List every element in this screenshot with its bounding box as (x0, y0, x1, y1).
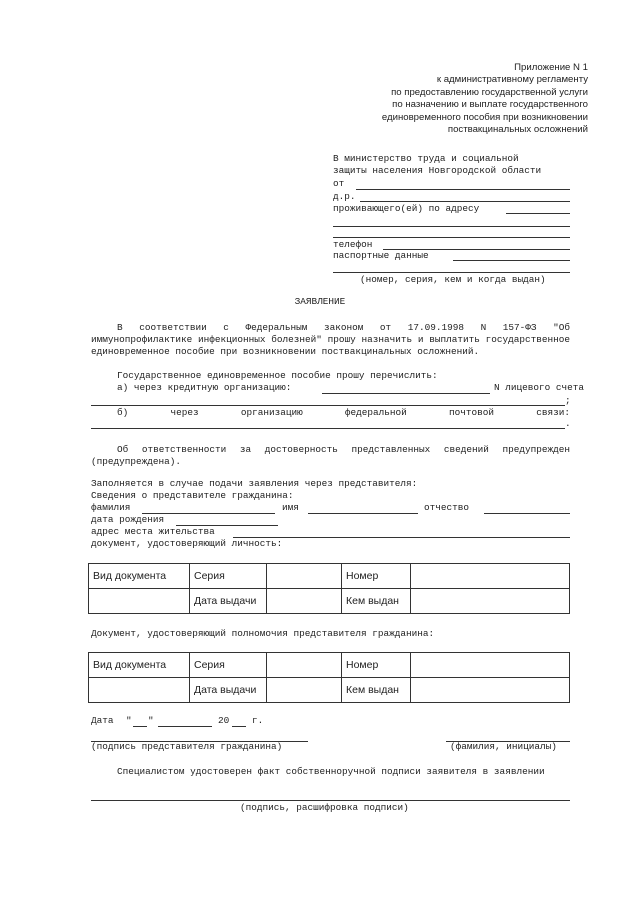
responsibility-paragraph: Об ответственности за достоверность представленных сведений предупрежден (предупреждена). (91, 444, 570, 467)
name-field[interactable] (308, 513, 418, 514)
addressee-to-1: В министерство труда и социальной (333, 153, 519, 164)
representative-intro: Заполняется в случае подачи заявления через представителя: (91, 478, 418, 489)
doc-type-header: Вид документа (89, 653, 190, 678)
residing-label: проживающего(ей) по адресу (333, 203, 480, 214)
series-value-cell[interactable] (267, 564, 342, 589)
patronymic-field[interactable] (484, 513, 570, 514)
option-a-label: а) через кредитную организацию: (117, 382, 292, 393)
dob-field[interactable] (360, 201, 570, 202)
rep-id-doc-label: документ, удостоверяющий личность: (91, 538, 283, 549)
rep-dob-label: дата рождения (91, 514, 165, 525)
doc-type-value-cell[interactable] (89, 678, 190, 703)
bank-field[interactable] (322, 393, 490, 394)
account-field[interactable] (91, 405, 565, 406)
date-year-field[interactable] (232, 726, 246, 727)
option-b-label: б) через организацию федеральной почтовой связи: (117, 407, 570, 418)
post-period: . (565, 418, 571, 429)
series-header: Серия (190, 653, 267, 678)
series-value-cell[interactable] (267, 653, 342, 678)
transfer-label: Государственное единовременное пособие прошу перечислить: (117, 370, 438, 381)
number-value-cell[interactable] (411, 653, 570, 678)
passport-field[interactable] (453, 260, 570, 261)
representative-info: Сведения о представителе гражданина: (91, 490, 294, 501)
issue-date-header: Дата выдачи (190, 589, 267, 614)
option-a-account-label: N лицевого счета (494, 382, 585, 393)
page-title: ЗАЯВЛЕНИЕ (294, 296, 346, 307)
appendix-line-1: Приложение N 1 (514, 62, 588, 73)
from-field[interactable] (356, 189, 570, 190)
doc-type-header: Вид документа (89, 564, 190, 589)
table-row (89, 589, 570, 614)
addressee-to-2: защиты населения Новгородской области (333, 165, 542, 176)
address-line-1[interactable] (333, 226, 570, 227)
rep-address-label: адрес места жительства (91, 526, 215, 537)
number-value-cell[interactable] (411, 564, 570, 589)
issued-by-value-cell[interactable] (411, 678, 570, 703)
id-document-table (88, 563, 570, 614)
address-line-2[interactable] (333, 237, 570, 238)
passport-line-2[interactable] (333, 272, 570, 273)
name-initials-hint: (фамилия, инициалы) (450, 741, 557, 752)
patronymic-label: отчество (424, 502, 470, 513)
issued-by-value-cell[interactable] (411, 589, 570, 614)
rep-address-field[interactable] (233, 537, 570, 538)
specialist-signature-hint: (подпись, расшифровка подписи) (240, 802, 409, 813)
passport-hint: (номер, серия, кем и когда выдан) (360, 274, 546, 285)
date-quote-open: " (126, 715, 132, 726)
issued-by-header: Кем выдан (342, 678, 411, 703)
date-year-prefix: 20 (218, 715, 230, 726)
phone-label: телефон (333, 239, 373, 250)
date-year-suffix: г. (252, 715, 264, 726)
appendix-line-5: единовременного пособия при возникновении (381, 111, 588, 123)
date-day-field[interactable] (133, 726, 147, 727)
account-semicolon: ; (565, 395, 571, 406)
specialist-statement: Специалистом удостоверен факт собственноручной подписи заявителя в заявлении (117, 766, 545, 777)
doc-type-value-cell[interactable] (89, 589, 190, 614)
series-header: Серия (190, 564, 267, 589)
issue-date-value-cell[interactable] (267, 678, 342, 703)
authority-doc-label: Документ, удостоверяющий полномочия представителя гражданина: (91, 628, 435, 639)
date-quote-close: " (148, 715, 154, 726)
appendix-line-4: по назначению и выплате государственного (392, 99, 588, 111)
appendix-line-6: поствакцинальных осложнений (447, 124, 588, 136)
date-month-field[interactable] (158, 726, 212, 727)
date-label: Дата (91, 715, 114, 726)
name-label: имя (282, 502, 299, 513)
rep-signature-hint: (подпись представителя гражданина) (91, 741, 283, 752)
number-header: Номер (342, 564, 411, 589)
from-label: от (333, 178, 345, 189)
surname-label: фамилия (91, 502, 131, 513)
table-row (89, 678, 570, 703)
appendix-line-2: к административному регламенту (436, 74, 588, 86)
table-row (89, 564, 570, 589)
post-field[interactable] (91, 428, 565, 429)
dob-label: д.р. (333, 191, 356, 202)
authority-document-table (88, 652, 570, 703)
issue-date-header: Дата выдачи (190, 678, 267, 703)
issue-date-value-cell[interactable] (267, 589, 342, 614)
number-header: Номер (342, 653, 411, 678)
passport-label: паспортные данные (333, 250, 429, 261)
issued-by-header: Кем выдан (342, 589, 411, 614)
statement-paragraph: В соответствии с Федеральным законом от 17.09.1998 N 157-ФЗ "Об иммунопрофилактике инфекционных болезней" прошу назначить и выплатить государственное единовременное пособие при возникновении поствакцинальных осложнений. (91, 322, 570, 357)
appendix-header (382, 62, 588, 136)
residing-field[interactable] (506, 213, 570, 214)
appendix-line-3: по предоставлению государственной услуги (391, 86, 588, 98)
table-row (89, 653, 570, 678)
specialist-signature-line[interactable] (91, 800, 570, 801)
